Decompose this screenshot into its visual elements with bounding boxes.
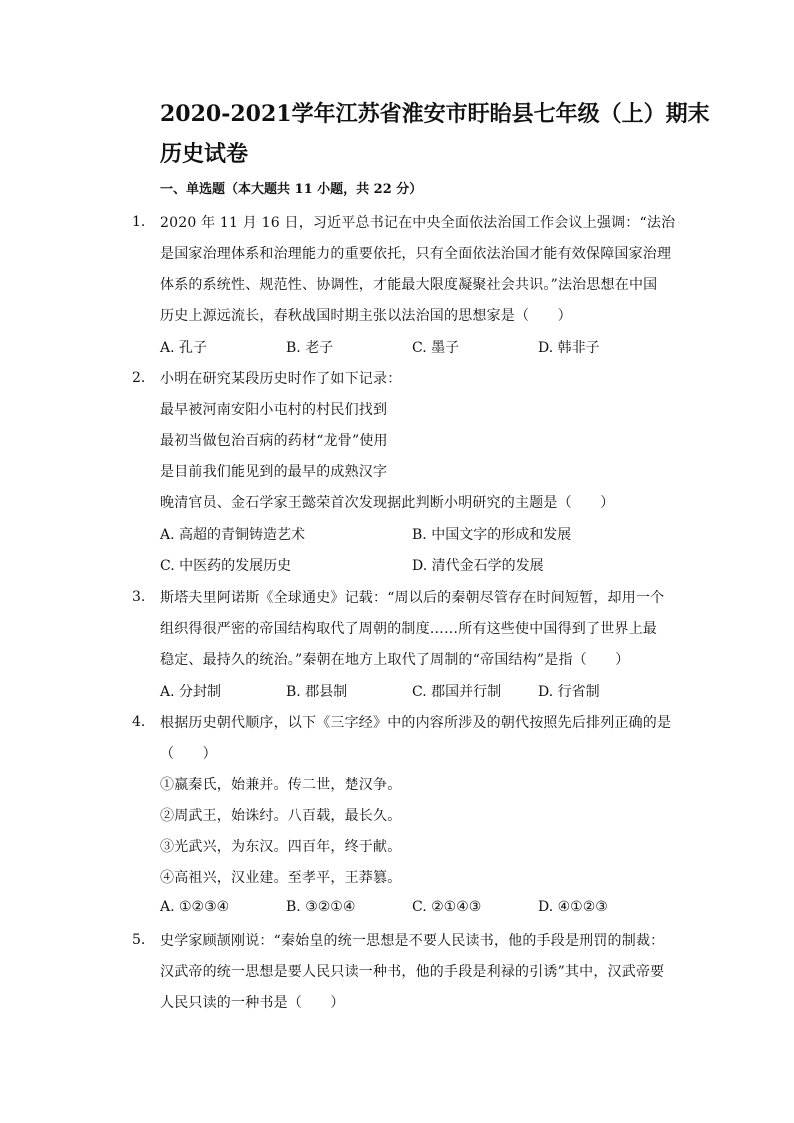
option-d[interactable]: D. ④①②③	[538, 899, 608, 915]
question-text-line: 最早被河南安阳小屯村的村民们找到	[160, 402, 388, 418]
question-text-line: ①嬴秦氏，始兼并。传二世，楚汉争。	[160, 777, 402, 793]
option-c[interactable]: C. 中医药的发展历史	[160, 558, 292, 574]
question-text-line: 组织得很严密的帝国结构取代了周朝的制度……所有这些使中国得到了世界上最	[160, 621, 657, 637]
question-number: 3.	[132, 589, 146, 605]
question-text-line: 是国家治理体系和治理能力的重要依托，只有全面依法治国才能有效保障国家治理	[160, 246, 672, 262]
question-text-line: ④高祖兴，汉业建。至孝平，王莽篡。	[160, 870, 402, 886]
option-b[interactable]: B. 老子	[286, 340, 334, 356]
question-number: 1.	[132, 214, 146, 230]
question-text-line: 晚清官员、金石学家王懿荣首次发现据此判断小明研究的主题是（ ）	[160, 495, 615, 511]
question-text-line: 小明在研究某段历史时作了如下记录：	[160, 371, 402, 387]
option-b[interactable]: B. ③②①④	[286, 899, 356, 915]
question-text-line: 最初当做包治百病的药材“龙骨”使用	[160, 433, 388, 449]
option-a[interactable]: A. 高超的青铜铸造艺术	[160, 527, 306, 543]
option-c[interactable]: C. 郡国并行制	[412, 684, 502, 700]
section-heading: 一、单选题（本大题共 11 小题，共 22 分）	[160, 182, 423, 197]
question-text-line: 根据历史朝代顺序，以下《三字经》中的内容所涉及的朝代按照先后排列正确的是	[160, 715, 672, 731]
option-a[interactable]: A. 孔子	[160, 340, 208, 356]
option-d[interactable]: D. 清代金石学的发展	[412, 558, 544, 574]
question-text-line: 史学家顾颉刚说：“秦始皇的统一思想是不要人民读书，他的手段是刑罚的制裁：	[160, 933, 665, 949]
option-b[interactable]: B. 中国文字的形成和发展	[412, 527, 572, 543]
option-c[interactable]: C. ②①④③	[412, 899, 482, 915]
question-text-line: 斯塔夫里阿诺斯《全球通史》记载：“周以后的秦朝尽管存在时间短暂，却用一个	[160, 590, 665, 606]
question-text-line: 体系的系统性、规范性、协调性，才能最大限度凝聚社会共识。”法治思想在中国	[160, 277, 658, 293]
option-a[interactable]: A. ①②③④	[160, 899, 230, 915]
option-c[interactable]: C. 墨子	[412, 340, 460, 356]
question-text-line: ③光武兴，为东汉。四百年，终于献。	[160, 839, 402, 855]
question-text-line: 历史上源远流长，春秋战国时期主张以法治国的思想家是（ ）	[160, 308, 572, 324]
question-text-line: 是目前我们能见到的最早的成熟汉字	[160, 464, 388, 480]
exam-title-line1: 2020-2021学年江苏省淮安市盱眙县七年级（上）期末	[160, 101, 710, 127]
option-b[interactable]: B. 郡县制	[286, 684, 348, 700]
option-d[interactable]: D. 韩非子	[538, 340, 600, 356]
question-text-line: 人民只读的一种书是（ ）	[160, 995, 345, 1011]
option-a[interactable]: A. 分封制	[160, 684, 222, 700]
question-number: 4.	[132, 714, 146, 730]
option-d[interactable]: D. 行省制	[538, 684, 600, 700]
question-text-line: 2020 年 11 月 16 日，习近平总书记在中央全面依法治国工作会议上强调：“法治	[160, 215, 676, 231]
question-text-line: 稳定、最持久的统治。”秦朝在地方上取代了周制的“帝国结构”是指（ ）	[160, 652, 630, 668]
exam-title-line2: 历史试卷	[160, 141, 249, 167]
question-text-line: ②周武王，始诛纣。八百载，最长久。	[160, 808, 402, 824]
question-number: 2.	[132, 370, 146, 386]
question-text-line: 汉武帝的统一思想是要人民只读一种书，他的手段是利禄的引诱”其中，汉武帝要	[160, 964, 665, 980]
question-text-line: （ ）	[160, 746, 217, 762]
question-number: 5.	[132, 932, 146, 948]
